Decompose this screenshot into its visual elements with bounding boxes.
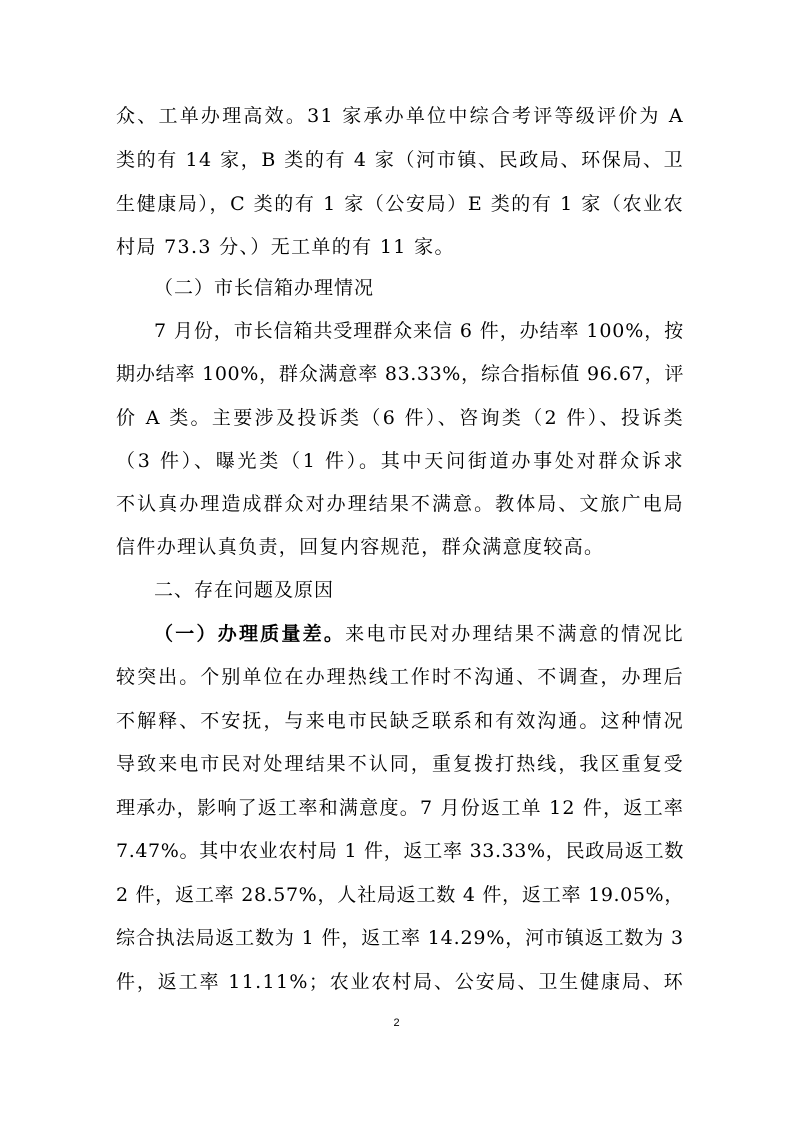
body-text-line: 综合执法局返工数为 1 件，返工率 14.29%，河市镇返工数为 3	[116, 927, 684, 949]
subsection-heading: （二）市长信箱办理情况	[154, 277, 375, 299]
section-heading: 二、存在问题及原因	[154, 579, 335, 601]
body-text-line: 7 月份，市长信箱共受理群众来信 6 件，办结率 100%，按	[154, 320, 684, 342]
body-text-line: 不认真办理造成群众对办理结果不满意。教体局、文旅广电局	[116, 493, 684, 515]
body-text-line	[154, 622, 684, 646]
body-text-segment: 来电市民对办理结果不满意的情况比	[345, 623, 684, 645]
problem-lead-heading: （一）办理质量差。	[154, 623, 346, 645]
body-text-line: 导致来电市民对处理结果不认同，重复拨打热线，我区重复受	[116, 753, 684, 775]
body-text-line: 件，返工率 11.11%；农业农村局、公安局、卫生健康局、环	[116, 971, 684, 993]
body-text-line: 村局 73.3 分、）无工单的有 11 家。	[116, 236, 455, 258]
body-text-line: 2 件，返工率 28.57%，人社局返工数 4 件，返工率 19.05%，	[116, 884, 684, 906]
body-text-line: 众、工单办理高效。31 家承办单位中综合考评等级评价为 A	[116, 105, 684, 127]
body-text-line: 不解释、不安抚，与来电市民缺乏联系和有效沟通。这种情况	[116, 710, 684, 732]
body-text-line: 期办结率 100%，群众满意率 83.33%，综合指标值 96.67，评	[116, 363, 684, 385]
body-text-line: 7.47%。其中农业农村局 1 件，返工率 33.33%，民政局返工数	[116, 840, 684, 862]
body-text-line: （3 件）、曝光类（1 件）。其中天问街道办事处对群众诉求	[116, 450, 684, 472]
body-text-line: 价 A 类。主要涉及投诉类（6 件）、咨询类（2 件）、投诉类	[116, 407, 684, 429]
body-text-line: 理承办，影响了返工率和满意度。7 月份返工单 12 件，返工率	[116, 797, 684, 819]
body-text-line: 类的有 14 家，B 类的有 4 家（河市镇、民政局、环保局、卫	[116, 149, 684, 171]
body-text-line: 生健康局），C 类的有 1 家（公安局）E 类的有 1 家（农业农	[116, 193, 684, 215]
body-text-line: 较突出。个别单位在办理热线工作时不沟通、不调查，办理后	[116, 666, 684, 688]
body-text-line: 信件办理认真负责，回复内容规范，群众满意度较高。	[116, 536, 605, 558]
page-number: 2	[393, 1017, 400, 1029]
